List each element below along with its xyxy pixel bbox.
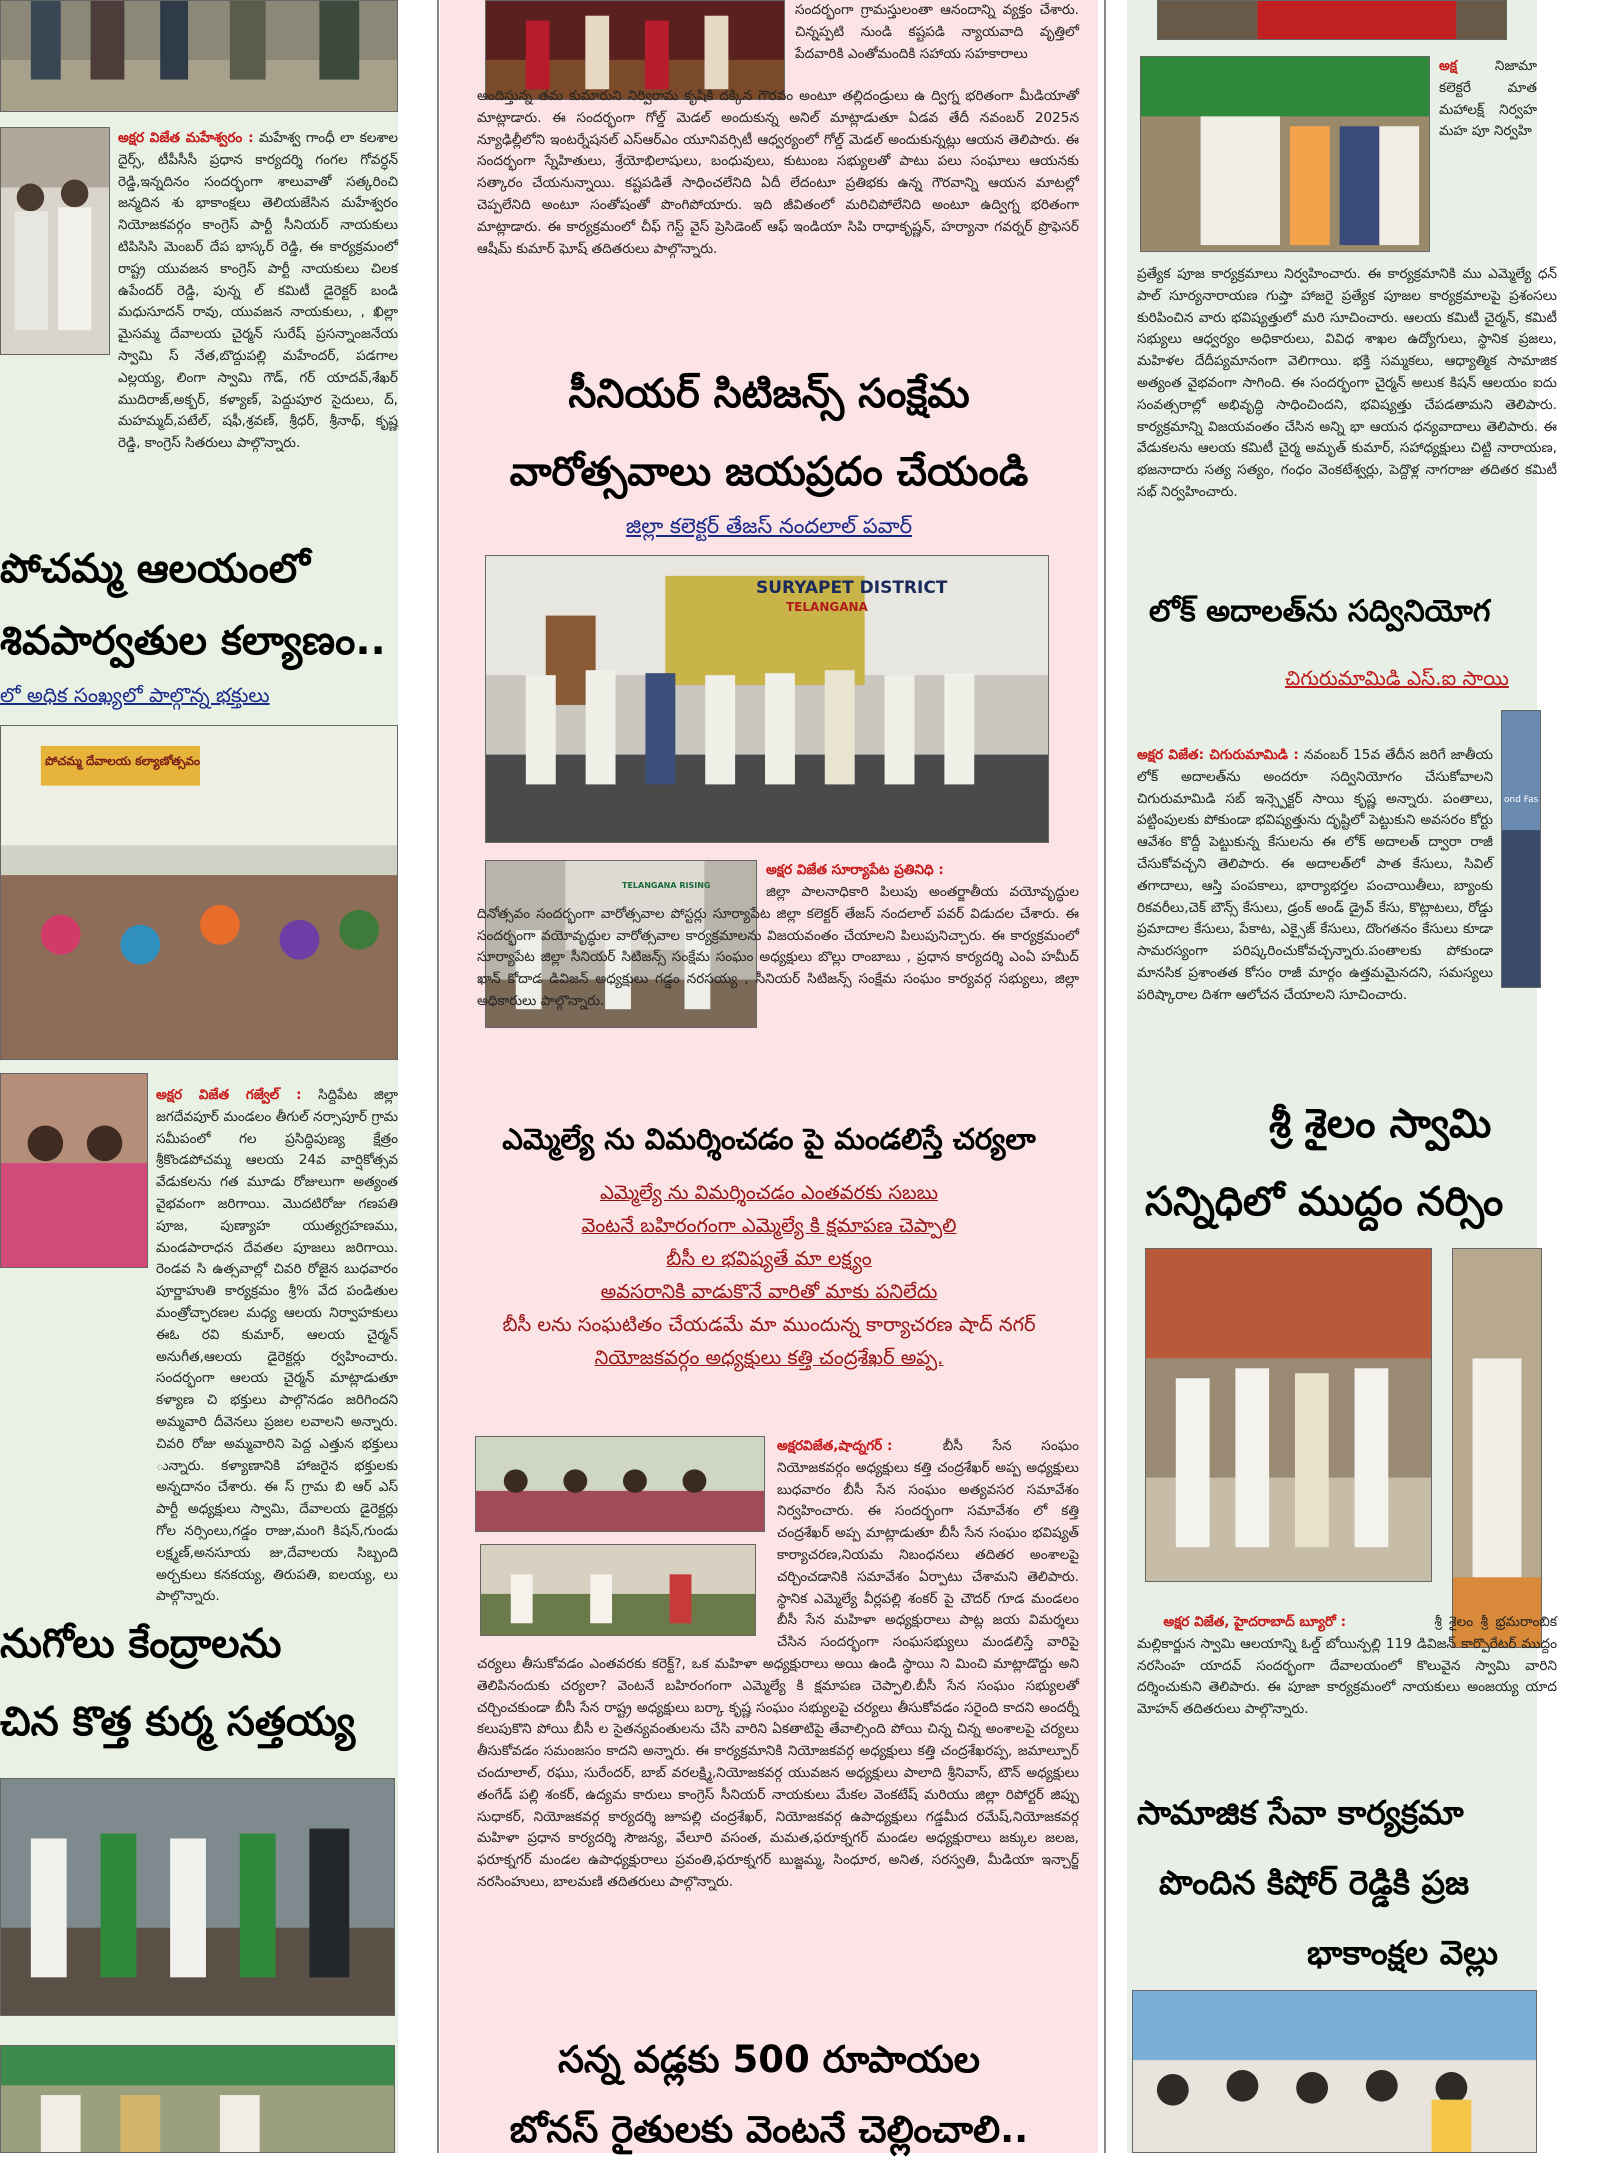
gajwel-dateline: అక్షర విజేత గజ్వేల్ : — [156, 1087, 302, 1103]
pochamma-subheadline: లో అధిక సంఖ్యలో పాల్గొన్న భక్తులు — [0, 683, 270, 707]
right-top-photo — [1157, 0, 1507, 40]
bc-deck-line-5: బీసీ లను సంఘటితం చేయడమే మా ముందున్న కార్యాచరణ షాద్ నగర్ — [502, 1313, 1036, 1336]
pochamma-headline-line2: శివపార్వతుల కల్యాణం.. — [0, 618, 386, 664]
kishore-headline — [1127, 1778, 1547, 1988]
pochamma-photo — [0, 725, 398, 1060]
bc-sena-body — [477, 1436, 1079, 1894]
suryapet-photo-banner-2: TELANGANA — [786, 600, 868, 614]
gajwel-story — [0, 1085, 398, 1608]
srisailam-dateline: అక్షర విజేత, హైదరాబాద్ బ్యూరో : — [1163, 1614, 1347, 1630]
bc-sena-body-text: బీసీ సేన సంఘం నియోజకవర్గం అధ్యక్షులు కత్తి చంద్రశేఖర్ అప్ప అధ్యక్షులు బుధవారం బీసీ సేన సంఘం అత్యవసర సమావేశం నిర్వహించారు. ఈ సందర్భంగా సమావేశం లో కత్తి చంద్రశేఖర్ అప్ప మాట్లాడుతూ బీసీ సేన సంఘం భవిష్యత్ కార్యాచరణ,నియమ నిబంధనలు తదితర అంశాలపై చర్చించడానికి సమావేశం ఏర్పాటు చేశామని తెలిపారు. స్థానిక ఎమ్మెల్యే వీర్లపల్లి శంకర్ పై చౌదర్ గూడ మండలం బీసీ సేన మహిళా అధ్యక్షురాలు పాట్ల జయ విమర్శలు చేసిన సందర్భంగా సంఘసభ్యులు మండలిస్తే వారిపై చర్యలు తీసుకోవడం ఎంతవరకు కరెక్ట్?, ఒక మహిళా అధ్యక్షురాలు అయి ఉండి స్థాయి ని మించి మాట్లాడొద్దు అని తెలిపినందుకు చర్యలా? వెంటనే బహిరంగంగా ఎమ్మెల్యే కి క్షమాపణ చెప్పాలి.బీసీ సేన సంఘం సభ్యులతో చర్చించకుండా బీసీ సేన రాష్ట్ర అధ్యక్షులు బర్కా కృష్ణ సంఘం సభ్యులపై చర్యలు తీసుకోవడం సరైంది కాదని అందర్నీ కలుపుకొని పోయి బీసీ ల సైతన్యవంతులను చేసి వారిని ఏకతాటిపై తేవాల్సింది పోయి చిన్న చిన్న అంశాలపై చర్యలు తీసుకోవడం సమంజసం కాదని అన్నారు. ఈ కార్యక్రమానికి నియోజకవర్గ అధ్యక్షులు కత్తి చంద్రశేఖరప్ప, జమాల్పూర్ చందూలాల్, రఘు, సురేందర్, బాబ్ వరలక్ష్మి,నియోజకవర్గ యువజన అధ్యక్షులు పాలాది శ్రీనివాస్, టౌన్ అధ్యక్షులు తంగేడ్ పల్లి శంకర్, ఉద్యమ కారులు కాంగ్రెస్ సీనియర్ నాయకులు మేకల వెంకటేష్ మరియు జిల్లా రిపోర్టర్ జిప్పు సుధాకర్, నియోజకవర్గ కార్యదర్శి జూపల్లి చంద్రశేఖర్, నియోజకవర్గ ఉపాధ్యక్షులు గడ్డమీద రమేష్,నియోజకవర్గ మహిళా ప్రధాన కార్యదర్శి సౌజన్య, వేలూరి వసంత, మమత,ఫరూక్నగర్ మండల అధ్యక్షురాలు జక్కుల జలజ, ఫరూక్నగర్ మండల ఉపాధ్యక్షురాలు ప్రవంతి,ఫరూక్నగర్ బుజ్జమ్మ, సింధూర, అనిత, సరస్వతి, మీడియా ఇన్చార్జ్ నరసింహులు, బాలమణి తదితరులు పాల్గొన్నారు. — [477, 1438, 1079, 1890]
gajwel-body: సిద్దిపేట జిల్లా జగదేవపూర్ మండలం తీగుల్ నర్సాపూర్ గ్రామ సమీపంలో గల ప్రసిద్ధిపుణ్య క్షేత్రం శ్రీకొండపోచమ్మ ఆలయ 24వ వార్షికోత్సవ వేడుకలను గత మూడు రోజులుగా అత్యంత వైభవంగా జరిగాయి. మొదటిరోజు గణపతి పూజ, పుణ్యాహ యుత్యగ్రహణము, మండపారాధన దేవతల పూజలు జరిగాయి. రెండవ సి ఉత్సవాల్లో చివరి రోజైన బుధవారం పూర్ణాహుతి కార్యక్రమం శ్రీ% వేద పండితుల మంత్రోచ్ఛారణల మధ్య ఆలయ నిర్వాహకులు ఈఓ రవి కుమార్, ఆలయ చైర్మన్ అనుగీత,ఆలయ డైరెక్టర్లు ర్వహించారు. సందర్భంగా ఆలయ చైర్మన్ మాట్లాడుతూ కళ్యాణ చి భక్తులు పాల్గొనడం జరిగిందని అమ్మవారి దీవెనలు ప్రజల లవాలని అన్నారు. చివరి రోజు అమ్మవారిని పెద్ద ఎత్తున భక్తులు ున్నారు. కళ్యాణానికి హాజరైన భక్తులకు అన్నదానం చేశారు. ఈ స్ గ్రామ బి ఆర్ ఎస్ పార్టీ అధ్యక్షులు స్వామి, దేవాలయ డైరెక్టర్లు గోల నర్సింలు,గడ్డం రాజు,మంగి కిషన్,గుండు లక్ష్మణ్,అనసూయ జు,దేవాలయ సిబ్బంది అర్చకులు కనకయ్య, తిరుపతి, ఐలయ్య, లు పాల్గొన్నారు. — [156, 1087, 398, 1605]
kishore-headline-line1: సామాజిక సేవా కార్యక్రమా — [1137, 1793, 1464, 1832]
suryapet-story-text — [766, 860, 1079, 882]
gajwel-story-text — [0, 1085, 398, 1608]
bc-deck-line-3: బీసీ ల భవిష్యతే మా లక్ష్యం — [666, 1247, 872, 1270]
bc-sena-headline: ఎమ్మెల్యే ను విమర్శించడం పై మండలిస్తే చర్యలా — [502, 1122, 1036, 1156]
bc-deck-line-4: అవసరానికి వాడుకొనే వారితో మాకు పనిలేదు — [600, 1280, 938, 1303]
paddy-headline-line1: సన్న వడ్లకు 500 రూపాయల — [557, 2038, 981, 2081]
senior-citizens-headline — [440, 355, 1098, 511]
senior-headline-line1: సీనియర్ సిటిజన్స్ సంక్షేమ — [568, 371, 970, 417]
srisailam-photo-2 — [1452, 1248, 1542, 1648]
kishore-headline-line3: భాకాంక్షల వెల్లు — [1307, 1933, 1498, 1972]
gold-medal-body: అందిస్తున్న తమ కుమారుని నిర్విరామ కృషికి దక్కిన గౌరవం అంటూ తల్లిదండ్రులు ఉ ద్విగ్న భరితంగా మీడియాతో మాట్లాడారు. ఈ సందర్భంగా గోల్డ్ మెడల్ అందుకున్న అనిల్ మాట్లాడుతూ ఏడవ తేదీ నవంబర్ 2025న న్యూఢిల్లీలోని ఇంటర్నేషనల్ ఎస్ఆర్ఎం యూనివర్సిటీ ఆధ్వర్యంలో గోల్డ్ మెడల్ అందుకున్నట్లు ఆయన తెలిపారు. ఈ సందర్భంగా స్నేహితులు, శ్రేయోభిలాషులు, బంధువులు, కుటుంబ సభ్యులతో పాటు పలు సంఘాలు ఆయనకు సత్కారం చేయనున్నాయి. కష్టపడితే సాధించలేనిది ఏదీ లేదంటూ ప్రతిభకు ఉన్న గౌరవాన్ని ఆయన మాటల్లో చెప్పలేనిది అంటూ సంతోషంతో పొంగిపోయారు. ఇది జీవితంలో మరిచిపోలేనిది అంటూ ఉద్విగ్న భరితంగా మాట్లాడారు. ఈ కార్యక్రమంలో చీఫ్ గెస్ట్ వైస్ ప్రెసిడెంట్ ఆఫ్ ఇండియా సిపి రాధాకృష్ణన్, హర్యానా గవర్నర్ ప్రొఫెసర్ ఆషీమ్ కుమార్ ఘోష్ తదితరులు పాల్గొన్నారు. — [477, 88, 1079, 257]
left-bottom-photo — [0, 2045, 395, 2153]
paddy-bonus-headline — [440, 2025, 1098, 2165]
gold-medal-photo — [485, 0, 785, 100]
temple-puja-photo — [1140, 56, 1430, 252]
mahesh-dateline: అక్షర విజేత మహేశ్వరం : — [118, 130, 254, 146]
kurma-photo — [0, 1778, 395, 2016]
srisailam-headline-line1: శ్రీ శైలం స్వామి — [1269, 1101, 1492, 1147]
lok-adalat-photo — [1501, 710, 1541, 988]
lok-adalat-body: నవంబర్ 15వ తేదీన జరిగే జాతీయ లోక్ అదాలత్‌ను అందరూ సద్వినియోగం చేసుకోవాలని చిగురుమామిడి సబ్ ఇన్స్పెక్టర్ సాయి కృష్ణ అన్నారు. పంతాలు, పట్టింపులకు పోకుండా భవిష్యత్తును దృష్టిలో పెట్టుకుని అవసరం కోర్టు ఆవేశం కొద్దీ పెట్టుకున్న కేసులను ఈ లోక్ అదాలత్ ద్వారా రాజీ చేసుకోవచ్చని తెలిపారు. ఈ అదాలత్‌లో పాత కేసులు, సివిల్ తగాదాలు, ఆస్తి పంపకాలు, భార్యాభర్తల పంచాయితీలు, బ్యాంకు రికవరీలు,చెక్ బౌన్స్ కేసులు, డ్రంక్ అండ్ డ్రైవ్ కేసు, కొట్లాటలు, రోడ్డు ప్రమాదాల కేసులు, పేకాట, ఎక్సైజ్ కేసులు, దొంగతనం కేసులు కూడా సామరస్యంగా పరిష్కరించుకోవచ్చన్నారు.పంతాలకు పోకుండా మానసిక ప్రశాంతత కోసం రాజీ మార్గం ఉత్తమమైనదని, సమస్యలు పరిష్కారాల దిశగా ఆలోచన చేయాలని సూచించారు. — [1137, 747, 1494, 1003]
right-column — [1127, 0, 1557, 2153]
bc-deck-line-6: నియోజకవర్గం అధ్యక్షులు కత్తి చంద్రశేఖర్ అప్ప. — [594, 1346, 944, 1369]
bc-sena-photo-spacer — [477, 1436, 777, 1636]
lok-adalat-subheadline: చిగురుమామిడి ఎస్.ఐ సాయి — [1285, 666, 1509, 690]
lok-adalat-headline: లోక్ అదాలత్‌ను సద్వినియోగ — [1149, 594, 1491, 629]
lok-adalat-dateline: అక్షర విజేత: చిగురుమామిడి : — [1137, 747, 1299, 763]
left-column — [0, 0, 398, 2153]
temple-body: ప్రత్యేక పూజ కార్యక్రమాలు నిర్వహించారు. ఈ కార్యక్రమానికి ము ఎమ్మెల్యే ధన్ పాల్ సూర్యనారాయణ గుప్తా హాజరై ప్రత్యేక పూజల కార్యక్రమాలపై ప్రశంసలు కురిపించిన వారు భవిష్యత్తులో మరి సూచించారు. ఆలయ కమిటీ చైర్మన్, కమిటీ సభ్యులు ఆధ్వర్యం అధికారులు, వివిధ శాఖల ఉద్యోగులు, స్థానిక ప్రజలు, మహిళల దేదీప్యమానంగా వెలిగాయి. భక్తి సమ్మకలు, ఆధ్యాత్మిక సామాజిక అత్యంత వైభవంగా సాగింది. ఈ సందర్భంగా చైర్మన్ అలుక కిషన్ ఆలయం ఐదు సంవత్సరాల్లో అభివృద్ధి సాధించిందని, భవిష్యత్తు చేపడతామని తెలిపారు. కార్యక్రమాన్ని విజయవంతం చేసిన అన్ని భా ఆయన ధన్యవాదాలు తెలిపారు. ఈ వేడుకలను ఆలయ కమిటీ చైర్మ అమృత్ కుమార్, సహాధ్యక్షులు చిట్టి నారాయణ, భజనాదారు సత్య సత్యం, గంధం వెంకటేశ్వర్లు, పెద్దొళ్ల నాగరాజు తదితర కమిటీ సభ్ నిర్వహించారు. — [1137, 266, 1557, 500]
kurma-headline-line2: చిన కొత్త కుర్మ సత్తయ్య — [0, 1699, 356, 1745]
column-rule-right — [1104, 0, 1106, 2153]
senior-subheadline: జిల్లా కలెక్టర్ తేజస్ నందలాల్ పవార్ — [625, 514, 913, 538]
bc-deck-line-2: వెంటనే బహిరంగంగా ఎమ్మెల్యే కి క్షమాపణ చెప్పాలి — [581, 1214, 957, 1237]
kishore-photo — [1132, 1990, 1537, 2153]
middle-column — [440, 0, 1098, 2153]
srisailam-headline-line2: సన్నిధిలో ముద్దం నర్సిం — [1145, 1179, 1504, 1225]
telangana-rising-banner: TELANGANA RISING — [622, 881, 711, 890]
kishore-headline-line2: పొందిన కిషోర్ రెడ్డికి ప్రజ — [1159, 1863, 1470, 1902]
temple-side-text — [1439, 56, 1537, 143]
pochamma-headline-line1: పోచమ్మ ఆలయంలో — [0, 546, 310, 592]
bc-sena-dateline: అక్షరవిజేత,షాద్నగర్ : — [777, 1438, 893, 1454]
srisailam-photo-1 — [1145, 1248, 1432, 1582]
lok-adalat-story-text — [1137, 745, 1493, 1007]
bc-sena-deck — [440, 1176, 1098, 1374]
pochamma-headline — [0, 533, 398, 677]
suryapet-dateline: అక్షర విజేత సూర్యాపేట ప్రతినిధి : — [766, 862, 944, 878]
mahesh-story-text — [0, 128, 398, 455]
mahesh-body: మహేశ్వ గాంధీ లా కలశాల దైర్స్, టీపీసీసీ ప్రధాన కార్యదర్శి గంగల గోవర్ధన్ రెడ్డి,ఇన్నదినం సందర్భంగా శాలువాతో సత్కరించి జన్మదిన శు భాకాంక్షలు తెలియజేసిన మహేశ్వరం నియోజకవర్గం కాంగ్రెస్ పార్టీ సీనియర్ నాయకులు టిపిసిసి మెంబర్ దేప భాస్కర్ రెడ్డి, ఈ కార్యక్రమంలో రాష్ట్ర యువజన కాంగ్రెస్ పార్టీ నాయకులు చిలక ఉపేందర్ రెడ్డి, పున్న ల్ కమిటీ డైరెక్టర్ బండి మధుసూదన్ రావు, యువజన నాయకులు, , ఖిల్లా మైసమ్మ దేవాలయ చైర్మన్ సురేష్ ప్రసన్నాంజనేయ స్వామి స్ నేత,బొద్దుపల్లి మహేందర్, పడగాల ఎల్లయ్య, లింగా స్వామి గౌడ్, గర్ యాదవ్,శేఖర్ ముదిరాజ్,అక్బర్, కళ్యాణ్, పెద్దుపూర సైదులు, ద్, మహమ్మద్,పటేల్, షఫీ,శ్రవణ్, శ్రీధర్, శ్రీనాథ్, కృష్ణ రెడ్డి, కాంగ్రెస్ సితరులు పాల్గొన్నారు. — [118, 130, 398, 452]
suryapet-body: జిల్లా పాలనాధికారి పిలుపు అంతర్జాతీయ వయోవృద్ధుల దినోత్సవం సందర్భంగా వారోత్సవాల పోస్టర్లు సూర్యాపేట జిల్లా కలెక్టర్ తేజస్ నందలాల్ పవర్ విడుదల చేశారు. ఈ సందర్భంగా వయోవృద్ధుల వారోత్సవాల కార్యక్రమాలను విజయవంతం చేయాలని పిలుపునిచ్చారు. ఈ కార్యక్రమంలో సూర్యాపేట జిల్లా సీనియర్ సిటిజన్స్ సంక్షేమ సంఘం అధ్యక్షులు బొల్లు రాంబాబు , ప్రధాన కార్యదర్శి ఎంఏ హమీద్ ఖాన్ కోదాడ డివిజన్ అధ్యక్షులు గడ్డం నరసయ్య , సీనియర్ సిటిజన్స్ సంక్షేమ సంఘం కార్యవర్గ సభ్యులు, జిల్లా అధికారులు పాల్గొన్నారు. — [477, 884, 1079, 1009]
srisailam-body — [1137, 1612, 1557, 1721]
pochamma-photo-banner: పోచమ్మ దేవాలయ కల్యాణోత్సవం — [45, 754, 201, 768]
lok-adalat-photo-caption: ond Fas — [1504, 795, 1539, 805]
kurma-headline — [0, 1605, 398, 1761]
kurma-headline-line1: నుగోలు కేంద్రాలను — [0, 1621, 282, 1667]
mahesh-story — [0, 128, 398, 455]
suryapet-photo — [485, 555, 1049, 843]
left-top-photo — [0, 0, 398, 112]
bc-deck-line-1: ఎమ్మెల్యే ను విమర్శించడం ఎంతవరకు సబబు — [599, 1181, 939, 1204]
paddy-headline-line2: బోనస్ రైతులకు వెంటనే చెల్లించాలి.. — [509, 2108, 1029, 2151]
srisailam-body-text: శ్రీ శైలం శ్రీ భ్రమరాంబిక మల్లికార్జున స్వామి ఆలయాన్ని ఓల్డ్ బోయిన్పల్లి 119 డివిజన్ కార్పొరేటర్ ముద్దం నరసింహ యాదవ్ సందర్భంగా దేవాలయంలో కొలువైన స్వామి వారిని దర్శించుకుని తెలిపారు. ఈ పూజా కార్యక్రమంలో నాయకులు అంజయ్య యాద మోహన్ తదితరులు పాల్గొన్నారు. — [1137, 1614, 1557, 1718]
temple-side-body: నిజామా కలెక్టరే మాత మహాలక్ష్ నిర్వహ మహ పూ నిర్వహి — [1439, 58, 1537, 140]
suryapet-photo-banner-1: SURYAPET DISTRICT — [756, 578, 948, 598]
gold-medal-body-top: సందర్భంగా గ్రామస్తులంతా ఆనందాన్ని వ్యక్తం చేశారు. చిన్నప్పటి నుండి కష్టపడి న్యాయవాది వృత్తిలో పేదవారికి ఎంతోమందికి సహాయ సహకారాలు — [795, 2, 1079, 62]
column-rule-left — [437, 0, 439, 2153]
srisailam-headline — [1127, 1085, 1597, 1241]
senior-headline-line2: వారోత్సవాలు జయప్రదం చేయండి — [509, 449, 1029, 495]
temple-dateline: అక్ష — [1439, 58, 1457, 74]
